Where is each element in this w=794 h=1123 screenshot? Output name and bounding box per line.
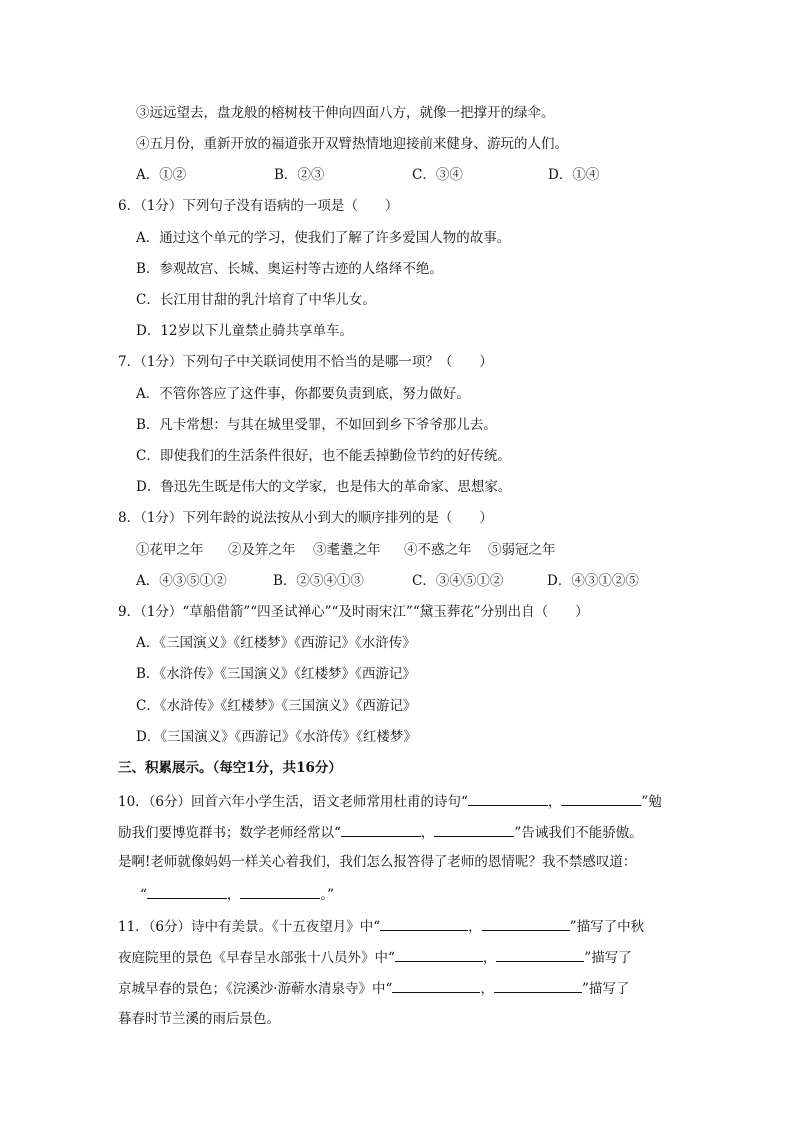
q11-blank-3[interactable] [395, 947, 483, 962]
q10-blank-2[interactable] [561, 791, 641, 806]
q10-text-2c: ”告诫我们不能骄傲。 [514, 825, 643, 841]
q11-text-3c: ”描写了 [581, 981, 630, 997]
q9-option-c: C．《水浒传》《红楼梦》《三国演义》《西游记》 [136, 698, 417, 714]
q11-blank-4[interactable] [496, 947, 584, 962]
q5-option-b: B．②③ [274, 167, 325, 183]
q7-option-c: C．即使我们的生活条件很好，也不能丢掉勤俭节约的好传统。 [136, 448, 511, 464]
q10-text-4a: “ [140, 887, 147, 903]
q8-stem: 8．（1分）下列年龄的说法按从小到大的顺序排列的是（ ） [118, 510, 493, 526]
q9-option-d: D．《三国演义》《西游记》《水浒传》《红楼梦》 [136, 729, 417, 745]
q11-line-3 [118, 978, 629, 998]
q11-text-3a: 京城早春的景色；《浣溪沙·游蕲水清泉寺》中“ [118, 981, 393, 997]
q8-item-1: ①花甲之年 [136, 542, 204, 558]
q10-text-4c: 。” [320, 887, 335, 903]
q11-line-1 [118, 916, 644, 936]
q7-option-b: B．凡卡常想：与其在城里受罪，不如回到乡下爷爷那儿去。 [136, 417, 497, 433]
intro-item-3: ③远远望去，盘龙般的榕树枝干伸向四面八方，就像一把撑开的绿伞。 [136, 105, 555, 121]
q10-blank-3[interactable] [341, 822, 421, 837]
q11-line-2 [118, 947, 632, 967]
q10-text-2a: 励我们要博览群书；数学老师经常以“ [118, 825, 341, 841]
q11-text-3b: ， [480, 981, 494, 997]
q8-item-5: ⑤弱冠之年 [488, 542, 556, 558]
q11-text-1a: 11．（6分）诗中有美景。《十五夜望月》中“ [118, 919, 381, 935]
q10-text-1c: ”勉 [641, 794, 662, 810]
q6-option-b: B．参观故宫、长城、奥运村等古迹的人络绎不绝。 [136, 261, 443, 277]
section-heading: 三、积累展示。（每空1分，共16分） [118, 760, 342, 776]
q7-option-a: A．不管你答应了这件事，你都要负责到底，努力做好。 [136, 386, 470, 402]
q10-text-1b: ， [547, 794, 562, 810]
q6-option-a: A．通过这个单元的学习，使我们了解了许多爱国人物的故事。 [136, 230, 511, 246]
q11-blank-2[interactable] [482, 916, 570, 931]
q6-option-c: C．长江用甘甜的乳汁培育了中华儿女。 [136, 292, 376, 308]
q6-stem: 6．（1分）下列句子没有语病的一项是（ ） [118, 198, 399, 214]
q9-option-a: A．《三国演义》《红楼梦》《西游记》《水浒传》 [136, 635, 416, 651]
q9-option-b: B．《水浒传》《三国演义》《红楼梦》《西游记》 [136, 666, 416, 682]
q8-option-c: C．③④⑤①② [412, 573, 504, 589]
q11-text-1b: ， [468, 919, 482, 935]
q11-text-2c: ”描写了 [584, 950, 632, 966]
q10-blank-6[interactable] [240, 884, 320, 899]
q11-text-2a: 夜庭院里的景色《早春呈水部张十八员外》中“ [118, 950, 395, 966]
q8-option-b: B．②⑤④①③ [273, 573, 364, 589]
q11-text-1c: ”描写了中秋 [569, 919, 645, 935]
q10-blank-5[interactable] [147, 884, 227, 899]
q8-item-3: ③耄耋之年 [313, 542, 381, 558]
q10-line-4 [140, 884, 334, 904]
intro-item-4: ④五月份，重新开放的福道张开双臂热情地迎接前来健身、游玩的人们。 [136, 136, 568, 152]
q8-item-2: ②及笄之年 [228, 542, 296, 558]
q9-stem: 9．（1分）“草船借箭”“四圣试禅心”“及时雨宋江”“黛玉葬花”分别出自（ ） [118, 604, 589, 620]
q11-blank-5[interactable] [392, 978, 480, 993]
q10-blank-4[interactable] [434, 822, 514, 837]
q10-line-3: 是啊!老师就像妈妈一样关心着我们，我们怎么报答得了老师的恩情呢？我不禁感叹道： [118, 854, 637, 870]
q10-text-2b: ， [420, 825, 435, 841]
q11-blank-6[interactable] [494, 978, 582, 993]
q11-blank-1[interactable] [380, 916, 468, 931]
q5-option-d: D．①④ [548, 167, 600, 183]
q10-text-4b: ， [226, 887, 241, 903]
q5-option-a: A．①② [136, 167, 187, 183]
q8-option-d: D．④③①②⑤ [547, 573, 639, 589]
q8-item-4: ④不惑之年 [404, 542, 472, 558]
q7-option-d: D．鲁迅先生既是伟大的文学家，也是伟大的革命家、思想家。 [136, 479, 512, 495]
q10-blank-1[interactable] [468, 791, 548, 806]
q11-text-2b: ， [482, 950, 497, 966]
q6-option-d: D．12岁以下儿童禁止骑共享单车。 [136, 323, 354, 339]
q11-line-4: 暮春时节兰溪的雨后景色。 [118, 1011, 280, 1027]
q5-option-c: C．③④ [412, 167, 463, 183]
q8-option-a: A．④③⑤①② [136, 573, 227, 589]
q10-text-1a: 10．（6分）回首六年小学生活，语文老师常用杜甫的诗句“ [118, 794, 468, 810]
q7-stem: 7．（1分）下列句子中关联词使用不恰当的是哪一项？（ ） [118, 354, 493, 370]
q10-line-1 [118, 791, 662, 811]
q10-line-2 [118, 822, 643, 842]
